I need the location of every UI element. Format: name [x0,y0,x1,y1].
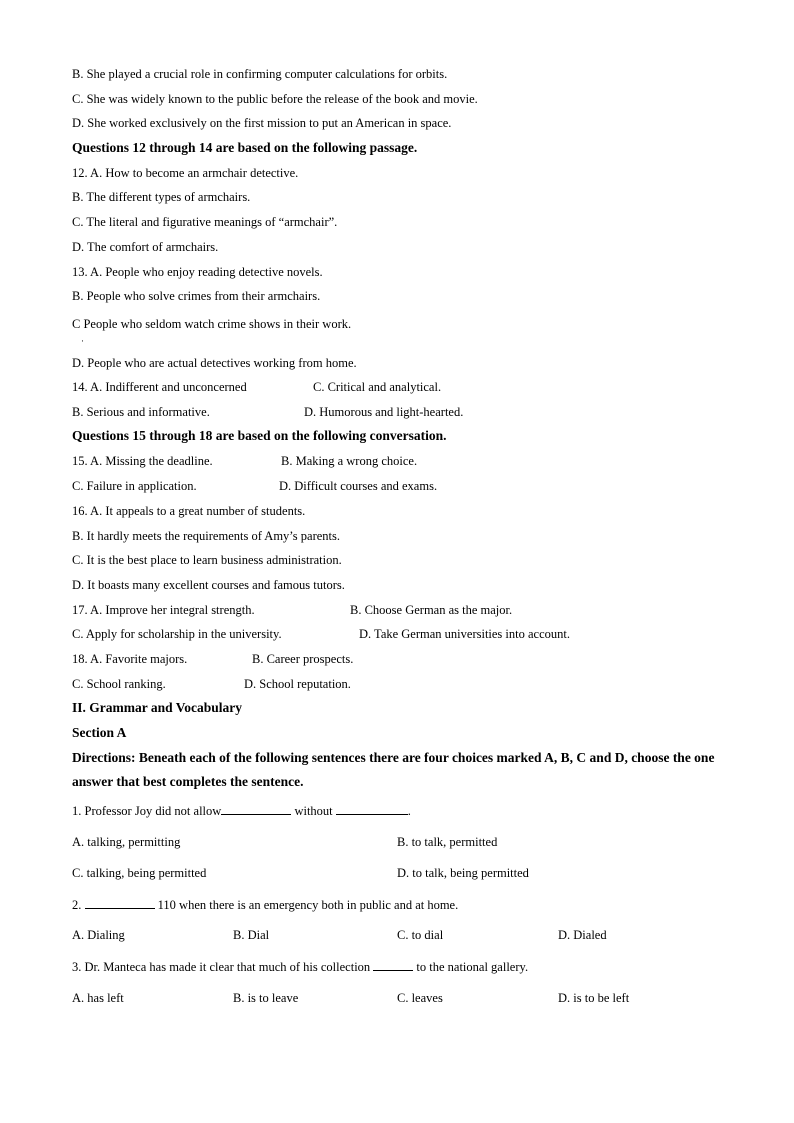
q16-option-a: 16. A. It appeals to a great number of students. [72,504,306,518]
g1-option-d: D. to talk, being permitted [397,866,529,880]
q13-option-d: D. People who are actual detectives working from home. [72,356,357,370]
q13-option-b: B. People who solve crimes from their armchairs. [72,289,321,303]
g2-option-c: C. to dial [397,928,444,942]
q16-option-d: D. It boasts many excellent courses and famous tutors. [72,578,345,592]
g2-option-a: A. Dialing [72,928,125,942]
q14-option-c: C. Critical and analytical. [313,380,442,394]
g1-text-start: 1. Professor Joy did not allow [72,804,222,818]
directions-text: Directions: Beneath each of the following sentences there are four choices marked A, B, C and D, choose the one answer that best completes the sentence. [72,750,715,789]
q18-option-c: C. School ranking. [72,677,166,691]
g1-option-b: B. to talk, permitted [397,835,498,849]
q15-option-c: C. Failure in application. [72,479,197,493]
grammar-q2 [72,896,458,913]
q17-option-b: B. Choose German as the major. [350,603,513,617]
answer-blank[interactable] [85,896,155,909]
q12-option-d: D. The comfort of armchairs. [72,240,219,254]
q11-option-d: D. She worked exclusively on the first mission to put an American in space. [72,116,452,130]
g2-text-end: 110 when there is an emergency both in public and at home. [154,898,459,912]
grammar-q1 [72,802,411,819]
q16-option-c: C. It is the best place to learn business administration. [72,553,342,567]
q15-option-b: B. Making a wrong choice. [281,454,418,468]
stray-dot-mark: · [81,336,84,346]
g2-option-d: D. Dialed [558,928,607,942]
q18-option-b: B. Career prospects. [252,652,354,666]
part-heading: II. Grammar and Vocabulary [72,700,243,715]
q14-option-d: D. Humorous and light-hearted. [304,405,464,419]
g3-option-a: A. has left [72,991,124,1005]
q17-option-d: D. Take German universities into account. [359,627,570,641]
g3-option-b: B. is to leave [233,991,299,1005]
q18-option-a: 18. A. Favorite majors. [72,652,188,666]
section-header-q15-18: Questions 15 through 18 are based on the following conversation. [72,428,447,443]
g1-text-mid: without [291,804,336,818]
answer-blank[interactable] [373,958,413,971]
q17-option-a: 17. A. Improve her integral strength. [72,603,255,617]
g1-option-a: A. talking, permitting [72,835,181,849]
q11-option-b: B. She played a crucial role in confirming computer calculations for orbits. [72,67,448,81]
q13-option-a: 13. A. People who enjoy reading detective novels. [72,265,323,279]
q16-option-b: B. It hardly meets the requirements of Amy’s parents. [72,529,340,543]
q15-option-a: 15. A. Missing the deadline. [72,454,213,468]
g3-option-d: D. is to be left [558,991,630,1005]
q13-option-c: C People who seldom watch crime shows in their work. [72,317,352,331]
q14-option-a: 14. A. Indifferent and unconcerned [72,380,247,394]
q17-option-c: C. Apply for scholarship in the university. [72,627,282,641]
g3-text-end: to the national gallery. [413,960,529,974]
section-header-q12-14: Questions 12 through 14 are based on the following passage. [72,140,418,155]
g1-text-end: . [407,804,411,818]
g3-option-c: C. leaves [397,991,443,1005]
q11-option-c: C. She was widely known to the public before the release of the book and movie. [72,92,478,106]
answer-blank[interactable] [336,802,408,815]
answer-blank[interactable] [221,802,291,815]
q12-option-c: C. The literal and figurative meanings of “armchair”. [72,215,338,229]
q12-option-a: 12. A. How to become an armchair detective. [72,166,299,180]
q12-option-b: B. The different types of armchairs. [72,190,251,204]
q18-option-d: D. School reputation. [244,677,351,691]
section-heading: Section A [72,725,127,740]
g2-option-b: B. Dial [233,928,270,942]
g1-option-c: C. talking, being permitted [72,866,207,880]
q14-option-b: B. Serious and informative. [72,405,210,419]
g2-text-start: 2. [72,898,85,912]
grammar-q3 [72,958,528,975]
g3-text-start: 3. Dr. Manteca has made it clear that much of his collection [72,960,374,974]
q15-option-d: D. Difficult courses and exams. [279,479,438,493]
